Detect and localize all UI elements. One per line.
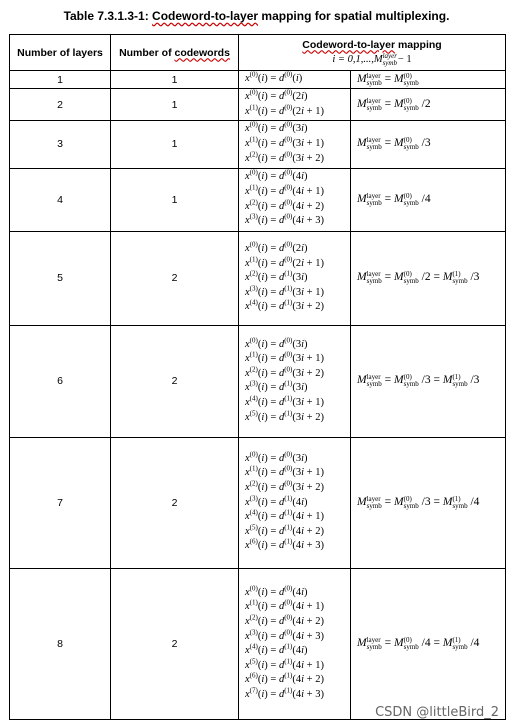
mapping-equation: $x^{(6)}(i) = d^{(1)}(4i + 2)$ [245,671,324,686]
mapping-equation: $x^{(0)}(i) = d^{(0)}(2i)$ [245,88,308,102]
symbol-count-cell [351,168,506,231]
mapping-equation: $x^{(0)}(i) = d^{(0)}(3i)$ [245,450,308,464]
table-row [10,89,506,121]
mapping-equation: $x^{(6)}(i) = d^{(1)}(4i + 3)$ [245,537,324,552]
mapping-equation: $x^{(3)}(i) = d^{(1)}(4i)$ [245,494,308,508]
header-row [10,35,506,71]
mapping-equation: $x^{(3)}(i) = d^{(0)}(4i + 3)$ [245,628,324,642]
mapping-equation: $x^{(1)}(i) = d^{(0)}(3i + 1)$ [245,135,324,150]
symbol-count-relation: Mlayer symb = M(0) symb /4 = M(1) symb /4 [357,636,480,652]
mapping-equation: $x^{(2)}(i) = d^{(0)}(4i + 2)$ [245,198,324,212]
header-number-of-codewords: Number of codewords [111,35,239,71]
codewords-cell: 2 [111,326,239,437]
mapping-equation: $x^{(3)}(i) = d^{(0)}(4i + 3)$ [245,212,324,227]
watermark: CSDN @littleBird_2 [375,705,499,720]
layers-cell: 2 [10,89,111,121]
mapping-equations-cell [239,71,351,89]
symbol-count-relation: Mlayer symb = M(0) symb /3 = M(1) symb /4 [357,494,480,510]
codewords-cell: 2 [111,231,239,325]
codewords-cell: 1 [111,121,239,169]
table-row [10,71,506,89]
codewords-cell: 1 [111,168,239,231]
mapping-equation: $x^{(0)}(i) = d^{(0)}(2i)$ [245,240,308,254]
mapping-equation: $x^{(2)}(i) = d^{(0)}(3i + 2)$ [245,479,324,493]
mapping-equation: $x^{(4)}(i) = d^{(1)}(3i + 1)$ [245,394,324,408]
mapping-equation: $x^{(2)}(i) = d^{(1)}(3i)$ [245,269,308,284]
mapping-equations-cell [239,437,351,569]
mapping-equation: $x^{(5)}(i) = d^{(1)}(4i + 2)$ [245,523,324,537]
table-row [10,121,506,169]
codewords-cell: 2 [111,437,239,569]
symbol-count-relation: Mlayer symb = M(0) symb /3 [357,136,431,152]
symbol-count-relation: Mlayer symb = M(0) symb /2 [357,96,431,112]
symbol-count-cell [351,231,506,325]
mapping-equation: $x^{(1)}(i) = d^{(0)}(4i + 1)$ [245,598,324,613]
mapping-equations-cell [239,168,351,231]
mapping-equations-cell [239,569,351,720]
layers-cell: 4 [10,168,111,231]
mapping-equations-cell [239,121,351,169]
mapping-equation: $x^{(1)}(i) = d^{(0)}(2i + 1)$ [245,255,324,269]
header-index-range: $i = 0,1,...,M_{layer symb}$ − 1 [332,51,412,67]
mapping-equation: $x^{(4)}(i) = d^{(1)}(3i + 2)$ [245,298,324,313]
table-body [10,71,506,720]
mapping-equation: $x^{(1)}(i) = d^{(0)}(3i + 1)$ [245,464,324,479]
symbol-count-relation: Mlayer symb = M(0) symb /4 [357,191,431,207]
symbol-count-cell [351,71,506,89]
mapping-equation: $x^{(3)}(i) = d^{(1)}(3i)$ [245,379,308,394]
mapping-equation: $x^{(3)}(i) = d^{(1)}(3i + 1)$ [245,284,324,298]
table-row [10,569,506,720]
header-number-of-layers: Number of layers [10,35,111,71]
mapping-equation: $x^{(1)}(i) = d^{(0)}(3i + 1)$ [245,350,324,365]
mapping-equation: $x^{(1)}(i) = d^{(0)}(2i + 1)$ [245,103,324,117]
title-underlined-term: Codeword-to-layer [152,9,259,23]
codewords-cell: 2 [111,569,239,720]
table-row [10,168,506,231]
layers-cell: 3 [10,121,111,169]
symbol-count-cell [351,569,506,720]
title-suffix: mapping for spatial multiplexing. [258,9,450,23]
mapping-equation: $x^{(0)}(i) = d^{(0)}(i)$ [245,70,303,85]
mapping-equation: $x^{(1)}(i) = d^{(0)}(4i + 1)$ [245,183,324,198]
layers-cell: 1 [10,71,111,89]
mapping-equation: $x^{(5)}(i) = d^{(1)}(3i + 2)$ [245,409,324,423]
table-row [10,231,506,325]
symbol-count-relation: Mlayer symb = M(0) symb /3 = M(1) symb /3 [357,373,480,389]
mapping-equation: $x^{(5)}(i) = d^{(1)}(4i + 1)$ [245,657,324,671]
codewords-cell: 1 [111,89,239,121]
header-mapping: Codeword-to-layer mapping $i = 0,1,...,M_{layer symb}$ − 1 [239,35,506,71]
mapping-equation: $x^{(2)}(i) = d^{(0)}(3i + 2)$ [245,150,324,164]
table-row [10,326,506,437]
codeword-layer-table [9,34,506,720]
mapping-equation: $x^{(4)}(i) = d^{(1)}(4i + 1)$ [245,508,324,523]
table-title [0,9,513,23]
mapping-equation: $x^{(2)}(i) = d^{(0)}(3i + 2)$ [245,365,324,379]
mapping-equation: $x^{(0)}(i) = d^{(0)}(3i)$ [245,336,308,350]
mapping-equations-cell [239,326,351,437]
mapping-equation: $x^{(2)}(i) = d^{(0)}(4i + 2)$ [245,613,324,627]
symbol-count-cell [351,121,506,169]
symbol-count-relation: Mlayer symb = M(0) symb /2 = M(1) symb /3 [357,270,480,286]
table-row [10,437,506,569]
symbol-count-cell [351,89,506,121]
symbol-count-cell [351,437,506,569]
layers-cell: 6 [10,326,111,437]
mapping-equation: $x^{(0)}(i) = d^{(0)}(3i)$ [245,120,308,135]
mapping-equation: $x^{(0)}(i) = d^{(0)}(4i)$ [245,584,308,598]
mapping-equation: $x^{(0)}(i) = d^{(0)}(4i)$ [245,168,308,183]
mapping-equation: $x^{(4)}(i) = d^{(1)}(4i)$ [245,642,308,657]
mapping-equations-cell [239,89,351,121]
title-prefix: Table 7.3.1.3-1: [63,9,153,23]
symbol-count-cell [351,326,506,437]
layers-cell: 5 [10,231,111,325]
layers-cell: 8 [10,569,111,720]
mapping-equation: $x^{(7)}(i) = d^{(1)}(4i + 3)$ [245,686,324,700]
codewords-cell: 1 [111,71,239,89]
layers-cell: 7 [10,437,111,569]
mapping-equations-cell [239,231,351,325]
symbol-count-relation: Mlayer symb = M(0) symb [357,71,419,87]
